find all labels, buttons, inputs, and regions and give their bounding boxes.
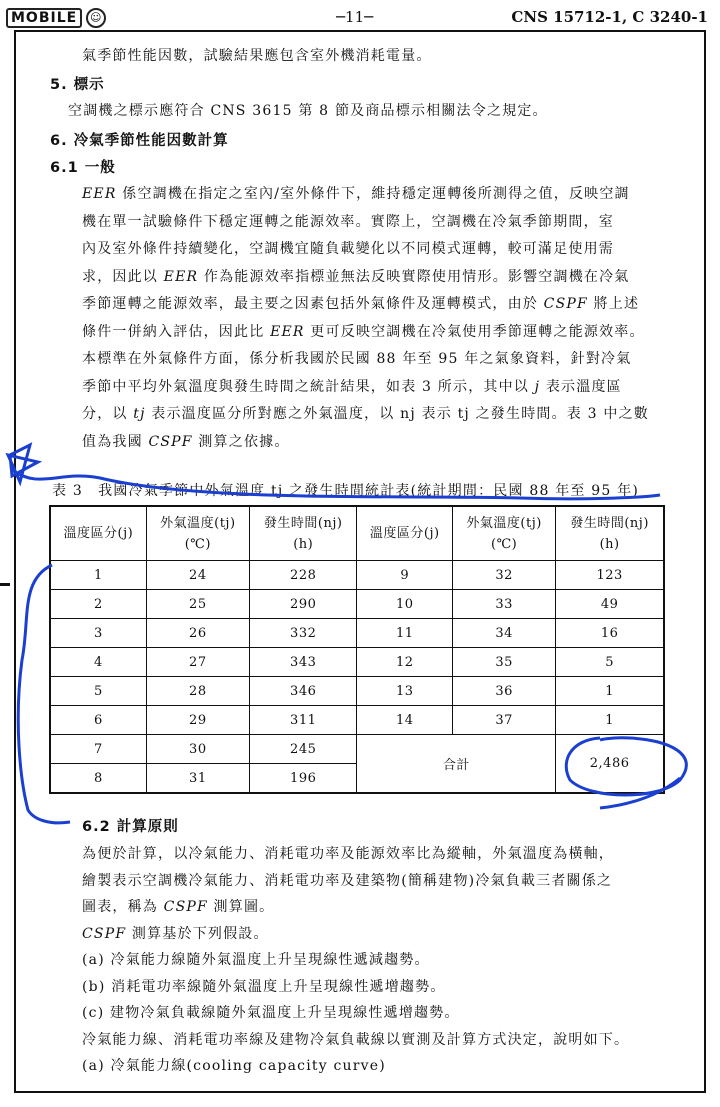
table-cell: 196 bbox=[249, 764, 357, 794]
table-cell: 123 bbox=[556, 561, 664, 590]
total-value: 2,486 bbox=[556, 735, 664, 794]
table-row bbox=[50, 648, 664, 677]
table-row bbox=[50, 706, 664, 735]
section-6-1-title: 6.1 一般 bbox=[50, 160, 116, 176]
table-cell: 1 bbox=[556, 706, 664, 735]
table-cell: 245 bbox=[249, 735, 357, 764]
paragraph-line: 分，以 tj 表示溫度區分所對應之外氣溫度，以 nj 表示 tj 之發生時間。表 3 中之數 bbox=[82, 406, 650, 422]
paragraph-line: EER 係空調機在指定之室內/室外條件下，維持穩定運轉後所測得之值，反映空調 bbox=[82, 186, 630, 202]
table-cell: 25 bbox=[146, 590, 249, 619]
paragraph-line: CSPF 測算基於下列假設。 bbox=[82, 925, 269, 942]
table-cell: 4 bbox=[50, 648, 146, 677]
table-cell: 31 bbox=[146, 764, 249, 794]
paragraph-line: (a) 冷氣能力線隨外氣溫度上升呈現線性遞減趨勢。 bbox=[82, 952, 430, 968]
paragraph-line: 氣季節性能因數，試驗結果應包含室外機消耗電量。 bbox=[82, 48, 432, 64]
table-cell: 27 bbox=[146, 648, 249, 677]
table-cell: 228 bbox=[249, 561, 357, 590]
paragraph-line: 條件一併納入評估，因此比 EER 更可反映空調機在冷氣使用季節運轉之能源效率。 bbox=[82, 323, 645, 340]
paragraph-line: 本標準在外氣條件方面，係分析我國於民國 88 年至 95 年之氣象資料，針對冷氣 bbox=[82, 351, 632, 367]
section-6-title: 6. 冷氣季節性能因數計算 bbox=[50, 133, 229, 149]
table-cell: 1 bbox=[556, 677, 664, 706]
table-row bbox=[50, 677, 664, 706]
table-cell: 14 bbox=[357, 706, 453, 735]
table-cell: 2 bbox=[50, 590, 146, 619]
paragraph-line: (c) 建物冷氣負載線隨外氣溫度上升呈現線性遞增趨勢。 bbox=[82, 1005, 460, 1021]
table-cell: 6 bbox=[50, 706, 146, 735]
table-cell: 32 bbox=[453, 561, 556, 590]
table-header-cell: 外氣溫度(tj) (℃) bbox=[146, 506, 249, 561]
paragraph-line: (b) 消耗電功率線隨外氣溫度上升呈現線性遞增趨勢。 bbox=[82, 978, 446, 995]
logo-face-icon: ☺ bbox=[86, 8, 106, 28]
table-cell: 10 bbox=[357, 590, 453, 619]
table-cell: 11 bbox=[357, 619, 453, 648]
paragraph-line: 圖表，稱為 CSPF 測算圖。 bbox=[82, 899, 275, 915]
paragraph-line: 冷氣能力線、消耗電功率線及建物冷氣負載線以實測及計算方式決定，說明如下。 bbox=[82, 1031, 630, 1048]
table-header-cell: 外氣溫度(tj) (℃) bbox=[453, 506, 556, 561]
paragraph-line: 季節運轉之能源效率，最主要之因素包括外氣條件及運轉模式，由於 CSPF 將上述 bbox=[82, 296, 640, 312]
total-label: 合計 bbox=[357, 735, 556, 794]
table-cell: 346 bbox=[249, 677, 357, 706]
table-caption: 表 3 我國冷氣季節中外氣溫度 tj 之發生時間統計表(統計期間：民國 88 年至 95 年) bbox=[52, 483, 639, 499]
table-cell: 5 bbox=[556, 648, 664, 677]
table-row bbox=[50, 619, 664, 648]
table-cell: 343 bbox=[249, 648, 357, 677]
table-cell: 332 bbox=[249, 619, 357, 648]
table-cell: 37 bbox=[453, 706, 556, 735]
table-cell: 26 bbox=[146, 619, 249, 648]
table-row bbox=[50, 561, 664, 590]
paragraph-line: 值為我國 CSPF 測算之依據。 bbox=[82, 433, 290, 450]
paragraph-line: 內及室外條件持續變化，空調機宜隨負載變化以不同模式運轉，較可滿足使用需 bbox=[82, 241, 614, 257]
table-cell: 13 bbox=[357, 677, 453, 706]
table-cell: 36 bbox=[453, 677, 556, 706]
table-header-cell: 溫度區分(j) bbox=[50, 506, 146, 561]
section-5-text: 空調機之標示應符合 CNS 3615 第 8 節及商品標示相關法令之規定。 bbox=[68, 103, 548, 119]
table-cell: 24 bbox=[146, 561, 249, 590]
table-cell: 7 bbox=[50, 735, 146, 764]
table-cell: 5 bbox=[50, 677, 146, 706]
table-cell: 1 bbox=[50, 561, 146, 590]
page-number: ─11─ bbox=[336, 8, 374, 26]
table-header-cell: 發生時間(nj) (h) bbox=[556, 506, 664, 561]
paragraph-line: 季節中平均外氣溫度與發生時間之統計結果，如表 3 所示，其中以 j 表示溫度區 bbox=[82, 378, 622, 395]
table-cell: 290 bbox=[249, 590, 357, 619]
table-cell: 12 bbox=[357, 648, 453, 677]
paragraph-line: 繪製表示空調機冷氣能力、消耗電功率及建築物(簡稱建物)冷氣負載三者關係之 bbox=[82, 872, 613, 889]
document-code: CNS 15712-1, C 3240-1 bbox=[511, 8, 708, 26]
table-row bbox=[50, 590, 664, 619]
table-cell: 30 bbox=[146, 735, 249, 764]
table-cell: 8 bbox=[50, 764, 146, 794]
logo-text: MOBILE bbox=[6, 8, 82, 28]
table-cell: 33 bbox=[453, 590, 556, 619]
mobile01-logo bbox=[6, 6, 106, 30]
edge-mark bbox=[0, 583, 10, 586]
paragraph-line: (a) 冷氣能力線(cooling capacity curve) bbox=[82, 1058, 386, 1074]
paragraph-line: 求，因此以 EER 作為能源效率指標並無法反映實際使用情形。影響空調機在冷氣 bbox=[82, 268, 630, 285]
section-5-title: 5. 標示 bbox=[50, 77, 105, 93]
table-cell: 311 bbox=[249, 706, 357, 735]
paragraph-line: 為便於計算，以冷氣能力、消耗電功率及能源效率比為縱軸，外氣溫度為橫軸， bbox=[82, 846, 614, 862]
table-cell: 35 bbox=[453, 648, 556, 677]
table-cell: 49 bbox=[556, 590, 664, 619]
table-cell: 9 bbox=[357, 561, 453, 590]
table-cell: 29 bbox=[146, 706, 249, 735]
table-cell: 16 bbox=[556, 619, 664, 648]
table-header-cell: 溫度區分(j) bbox=[357, 506, 453, 561]
section-6-2-title: 6.2 計算原則 bbox=[82, 819, 179, 835]
table-cell: 34 bbox=[453, 619, 556, 648]
temperature-bin-table bbox=[49, 505, 665, 794]
paragraph-line: 機在單一試驗條件下穩定運轉之能源效率。實際上，空調機在冷氣季節期間，室 bbox=[82, 213, 614, 230]
table-cell: 28 bbox=[146, 677, 249, 706]
table-header-cell: 發生時間(nj) (h) bbox=[249, 506, 357, 561]
table-row bbox=[50, 735, 664, 764]
table-cell: 3 bbox=[50, 619, 146, 648]
